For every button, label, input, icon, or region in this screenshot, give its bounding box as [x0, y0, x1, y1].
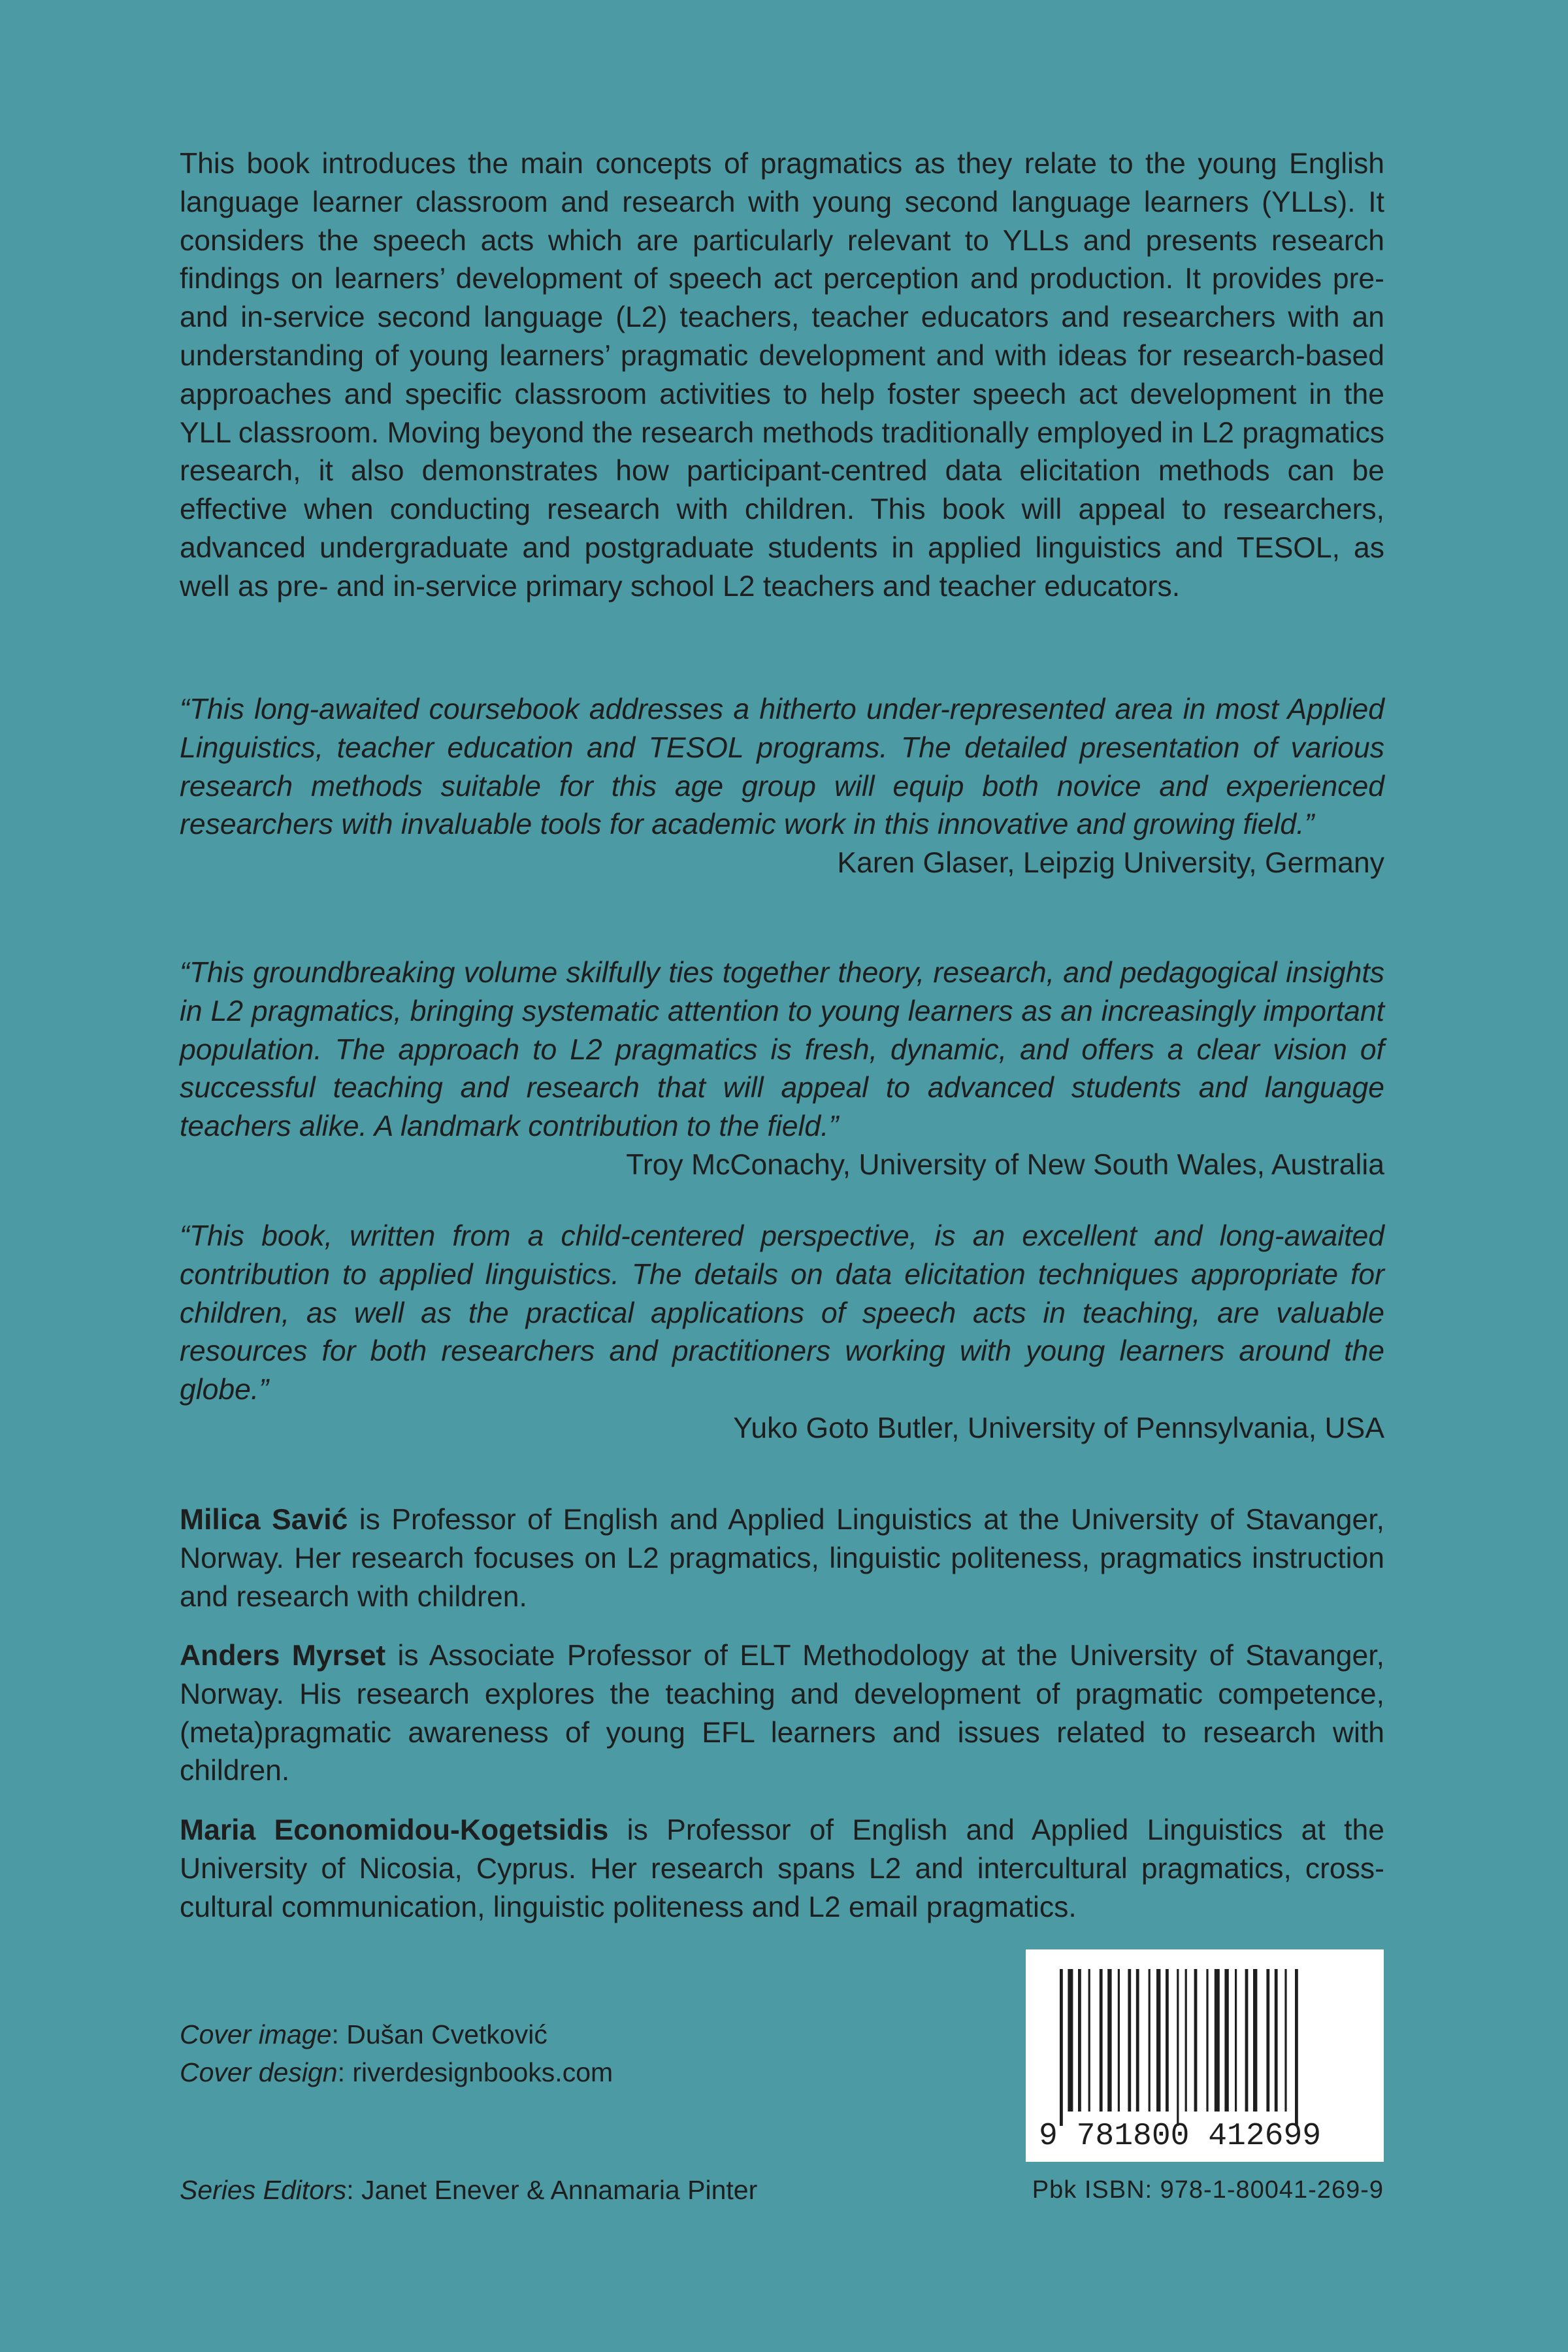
endorsement-quote: “This long-awaited coursebook addresses a hitherto under-represented area in most Applied Linguistics, teacher education and TESOL programs. The detailed presentation of various research methods suitable for this age group will equip both novice and experienced researchers with invaluable tools for academic work in this innovative and growing field.” [180, 693, 1384, 841]
barcode-bar [1275, 1969, 1278, 2112]
barcode-bar [1206, 1969, 1208, 2112]
endorsement-author: Karen Glaser, Leipzig University, Germany [837, 847, 1384, 880]
endorsement-1 [180, 691, 1384, 883]
author-name: Maria Economidou-Kogetsidis [180, 1814, 609, 1846]
endorsement-quote: “This groundbreaking volume skilfully ties together theory, research, and pedagogical insights in L2 pragmatics, bringing systematic attention to young learners as an increasingly important population. The approach to L2 pragmatics is fresh, dynamic, and offers a clear vision of successful teaching and research that will appeal to advanced students and language teachers alike. A landmark contribution to the field.” [180, 957, 1384, 1143]
barcode-bar [1136, 1969, 1139, 2112]
author-bio-text: is Professor of English and Applied Linguistics at the University of Nicosia, Cyprus. Her research spans L2 and intercultural pragmatics, cross-cultural communication, linguistic politeness and L2 email pragmatics. [180, 1814, 1384, 1923]
cover-design-credit [180, 2053, 613, 2091]
endorsement-author: Troy McConachy, University of New South Wales, Australia [626, 1148, 1384, 1181]
series-value: : Janet Enever & Annamaria Pinter [346, 2175, 758, 2205]
author-name: Anders Myrset [180, 1640, 386, 1672]
barcode-bar [1060, 1969, 1063, 2126]
cover-image-credit [180, 2015, 613, 2053]
barcode-bar [1266, 1969, 1269, 2112]
barcode-bar [1088, 1969, 1090, 2112]
barcode-bar [1156, 1969, 1160, 2112]
author-bio [180, 1637, 1384, 1791]
barcode-bar [1100, 1969, 1103, 2112]
isbn-label: Pbk ISBN: 978-1-80041-269-9 [1032, 2176, 1384, 2204]
cover-credits [180, 2015, 613, 2091]
barcode-bar [1118, 1969, 1120, 2112]
author-name: Milica Savić [180, 1504, 348, 1536]
barcode-bar [1215, 1969, 1220, 2112]
barcode-bar [1078, 1969, 1081, 2112]
credit-value: : Dušan Cvetković [331, 2019, 547, 2049]
author-bio [180, 1501, 1384, 1616]
credit-label: Cover image [180, 2019, 332, 2049]
book-description: This book introduces the main concepts of pragmatics as they relate to the young English language learner classroom and research with young second language learners (YLLs). It considers the speech acts which are particularly relevant to YLLs and presents research findings on learners’ development of speech act perception and production. It provides pre- and in-service second language (L2) teachers, teacher educators and researchers with an understanding of young learners’ pragmatic development and with ideas for research-based approaches and specific classroom activities to help foster speech act development in the YLL classroom. Moving beyond the research methods traditionally employed in L2 pragmatics research, it also demonstrates how participant-centred data elicitation methods can be effective when conducting research with children. This book will appeal to researchers, advanced undergraduate and postgraduate students in applied linguistics and TESOL, as well as pre- and in-service primary school L2 teachers and teacher educators. [180, 148, 1384, 603]
barcode-bar [1235, 1969, 1237, 2112]
author-bio-text: is Professor of English and Applied Linguistics at the University of Stavanger, Norway. Her research focuses on L2 pragmatics, linguistic politeness, pragmatics instruction and research with children. [180, 1504, 1384, 1613]
endorsement-quote: “This book, written from a child-centered perspective, is an excellent and long-awaited contribution to applied linguistics. The details on data elicitation techniques appropriate for children, as well as the practical applications of speech acts in teaching, are valuable resources for both researchers and practitioners working with young learners around the globe.” [180, 1220, 1384, 1406]
barcode-bar [1295, 1969, 1298, 2126]
series-label: Series Editors [180, 2175, 347, 2205]
barcode [1026, 1949, 1384, 2162]
barcode-bar [1149, 1969, 1151, 2112]
credit-value: : riverdesignbooks.com [337, 2057, 613, 2087]
barcode-bar [1245, 1969, 1249, 2112]
author-bio-text: is Associate Professor of ELT Methodology at the University of Stavanger, Norway. His research explores the teaching and development of pragmatic competence, (meta)pragmatic awareness of young EFL learners and issues related to research with children. [180, 1640, 1384, 1787]
endorsement-author: Yuko Goto Butler, University of Pennsylvania, USA [733, 1412, 1384, 1444]
barcode-bar [1194, 1969, 1198, 2112]
barcode-bar [1107, 1969, 1111, 2112]
series-editors [180, 2171, 757, 2209]
barcode-bar [1224, 1969, 1228, 2112]
endorsement-2 [180, 954, 1384, 1185]
barcode-bar [1128, 1969, 1131, 2112]
author-bio [180, 1812, 1384, 1927]
barcode-bar [1185, 1969, 1187, 2112]
barcode-bar [1284, 1969, 1286, 2112]
barcode-bar [1253, 1969, 1257, 2112]
barcode-bar [1166, 1969, 1169, 2112]
barcode-digits: 9 781800 412699 [1039, 2119, 1322, 2154]
barcode-bar [1177, 1969, 1179, 2126]
barcode-bar [1068, 1969, 1073, 2112]
endorsement-3 [180, 1217, 1384, 1448]
credit-label: Cover design [180, 2057, 338, 2087]
